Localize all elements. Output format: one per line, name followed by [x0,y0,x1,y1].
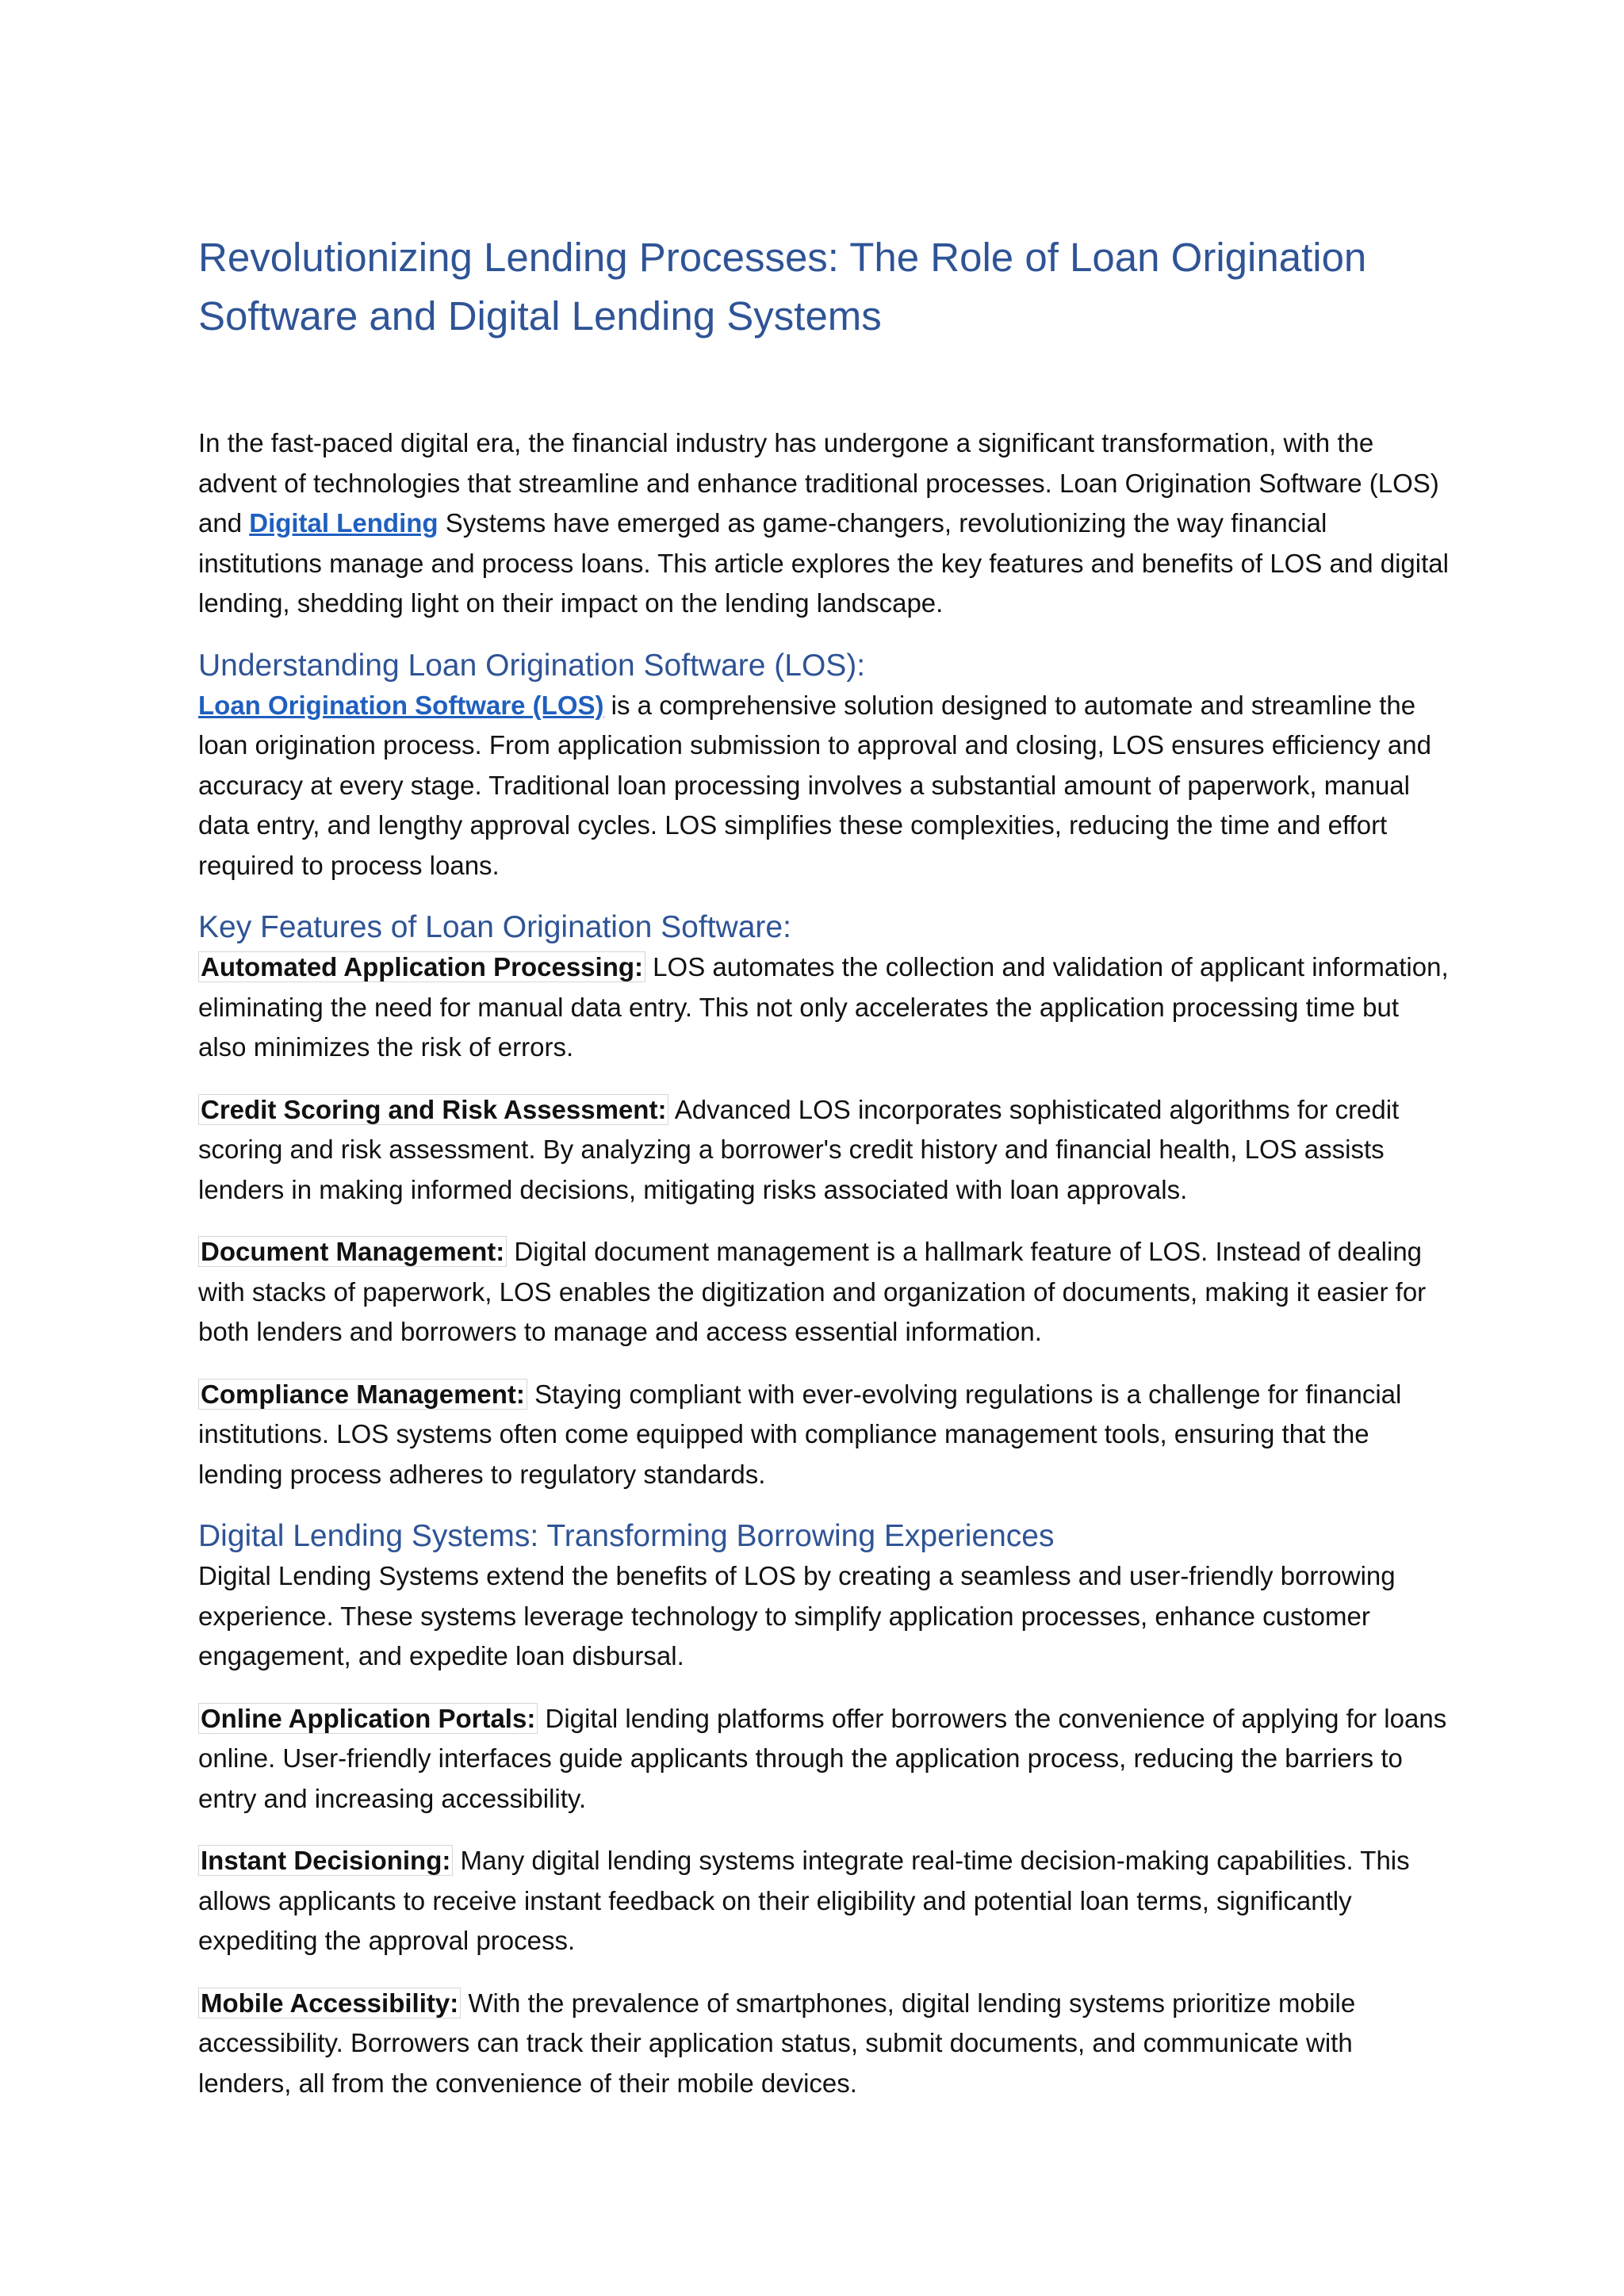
feature-term: Mobile Accessibility: [198,1988,461,2019]
feature-text: LOS automates the collection and validation of applicant information, eliminating the need for manual data entry. This not only accelerates the application processing time but also minimizes the risk of errors. [198,952,1449,1062]
los-paragraph-text: is a comprehensive solution designed to automate and streamline the loan origination process. From application submission to approval and closing, LOS ensures efficiency and accuracy at every stage. Traditional loan processing involves a substantial amount of paperwork, manual data entry, and lengthy approval cycles. LOS simplifies these complexities, reducing the time and effort required to process loans. [198,690,1431,880]
feature-compliance-management [198,1375,1451,1495]
los-paragraph [198,686,1451,886]
heading-digital-lending-systems: Digital Lending Systems: Transforming Borrowing Experiences [198,1519,1055,1553]
feature-term: Credit Scoring and Risk Assessment: [198,1094,668,1125]
feature-term: Online Application Portals: [198,1703,538,1734]
document-title: Revolutionizing Lending Processes: The Role of Loan Origination Software and Digital Lending Systems [198,235,1367,339]
heading-understanding-los: Understanding Loan Origination Software (LOS): [198,648,866,683]
feature-mobile-accessibility [198,1984,1451,2104]
document-body [198,228,1451,2103]
feature-term: Document Management: [198,1236,507,1267]
intro-paragraph [198,423,1451,624]
feature-text: Many digital lending systems integrate real-time decision-making capabilities. This allows applicants to receive instant feedback on their eligibility and potential loan terms, significantly expediting the approval process. [198,1846,1410,1955]
feature-online-application-portals [198,1699,1451,1820]
heading-key-features: Key Features of Loan Origination Software: [198,910,791,944]
feature-automated-application-processing [198,947,1451,1068]
feature-term: Instant Decisioning: [198,1845,453,1876]
loan-origination-software-link[interactable]: Loan Origination Software (LOS) [198,690,604,720]
digital-lending-intro-paragraph: Digital Lending Systems extend the benefits of LOS by creating a seamless and user-friendly borrowing experience. These systems leverage technology to simplify application processes, enhance customer engagement, and expedite loan disbursal. [198,1561,1396,1670]
feature-document-management [198,1232,1451,1353]
feature-term: Automated Application Processing: [198,951,645,982]
feature-credit-scoring [198,1090,1451,1211]
feature-text: With the prevalence of smartphones, digital lending systems prioritize mobile accessibility. Borrowers can track their application status, submit documents, and communicate with lenders, all from the convenience of their mobile devices. [198,1988,1356,2098]
intro-text-after-link: Systems have emerged as game-changers, revolutionizing the way financial institutions manage and process loans. This article explores the key features and benefits of LOS and digital lending, shedding light on their impact on the lending landscape. [198,508,1449,618]
feature-text: Staying compliant with ever-evolving regulations is a challenge for financial institutions. LOS systems often come equipped with compliance management tools, ensuring that the lending process adheres to regulatory standards. [198,1379,1402,1489]
feature-instant-decisioning [198,1841,1451,1961]
feature-text: Digital document management is a hallmark feature of LOS. Instead of dealing with stacks of paperwork, LOS enables the digitization and organization of documents, making it easier for both lenders and borrowers to manage and access essential information. [198,1237,1427,1346]
digital-lending-link[interactable]: Digital Lending [249,508,439,538]
feature-text: Advanced LOS incorporates sophisticated algorithms for credit scoring and risk assessment. By analyzing a borrower's credit history and financial health, LOS assists lenders in making informed decisions, mitigating risks associated with loan approvals. [198,1094,1400,1204]
feature-text: Digital lending platforms offer borrowers the convenience of applying for loans online. User-friendly interfaces guide applicants through the application process, reducing the barriers to entry and increasing accessibility. [198,1703,1447,1813]
intro-text-before-link: In the fast-paced digital era, the financial industry has undergone a significant transformation, with the advent of technologies that streamline and enhance traditional processes. Loan Origination Software (LOS) and [198,428,1439,538]
feature-term: Compliance Management: [198,1379,527,1410]
